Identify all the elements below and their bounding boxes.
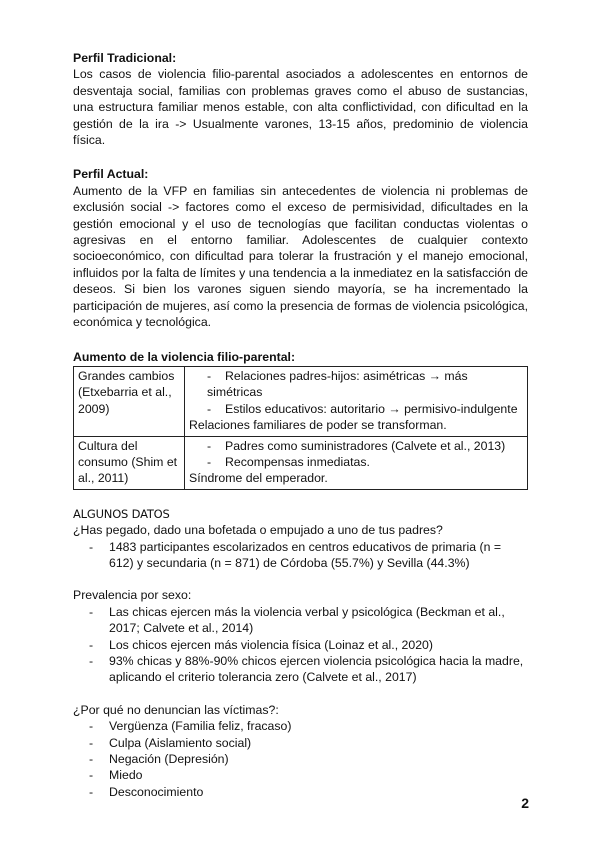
list-item: - 1483 participantes escolarizados en centros educativos de primaria (n = 612) y secundaria (n = 871) de Córdoba (55.7%) y Sevilla (44.3%): [89, 539, 502, 570]
perfil-actual-section: [73, 166, 528, 330]
list-item: - Miedo: [89, 768, 143, 783]
perfil-tradicional-text: Los casos de violencia filio-parental asociados a adolescentes en entornos de desventaja social, familias con problemas graves como el abuso de sustancias, una estructura familiar menos estable, con alta conflictividad, con dificultad en la gestión de la ira -> Usualmente varones, 13-15 años, predominio de violencia física.: [73, 67, 528, 148]
datos-list: [73, 539, 528, 572]
list-item: - Culpa (Aislamiento social): [89, 735, 252, 750]
document-page: [73, 50, 528, 800]
list-item: - Las chicas ejercen más la violencia verbal y psicológica (Beckman et al., 2017; Calvete et al., 2014): [89, 604, 505, 636]
page-number: 2: [521, 795, 529, 811]
datos-question: ¿Has pegado, dado una bofetada o empujado a uno de tus padres?: [73, 523, 443, 538]
table-row: [74, 436, 528, 489]
list-item: - Vergüenza (Familia feliz, fracaso): [89, 719, 292, 734]
table-row: [74, 366, 528, 436]
algunos-datos-heading: ALGUNOS DATOS: [73, 506, 170, 521]
denuncia-list: [73, 718, 528, 800]
table-conclusion: Relaciones familiares de poder se transforman.: [189, 418, 447, 433]
table-bullet: - Padres como suministradores (Calvete et al., 2013): [207, 438, 506, 453]
table-cell-content: [185, 436, 528, 489]
aumento-heading: Aumento de la violencia filio-parental:: [73, 349, 296, 364]
table-cell-label: Cultura del consumo (Shim et al., 2011): [74, 436, 185, 489]
perfil-tradicional-heading: Perfil Tradicional:: [73, 51, 177, 65]
list-item: - Los chicos ejercen más violencia física (Loinaz et al., 2020): [89, 637, 433, 652]
table-bullet: - Estilos educativos: autoritario → permisivo-indulgente: [207, 401, 518, 416]
prevalencia-heading: Prevalencia por sexo:: [73, 588, 192, 603]
list-item: - Desconocimiento: [89, 784, 204, 799]
perfil-actual-text: Aumento de la VFP en familias sin antecedentes de violencia ni problemas de exclusión social -> factores como el exceso de permisividad, dificultades en la gestión emocional y el uso de tecnologías que facilitan conductas violentas o agresivas en el entorno familiar. Adolescentes de cualquier contexto socioeconómico, con dificultad para tolerar la frustración y el manejo emocional, influidos por la falta de límites y una tendencia a la inmediatez en la satisfacción de deseos. Si bien los varones siguen siendo mayoría, se ha incrementado la participación de mujeres, así como la presencia de formas de violencia psicológica, económica y tecnológica.: [73, 183, 528, 330]
table-conclusion: Síndrome del emperador.: [189, 471, 328, 486]
table-bullet: - Relaciones padres-hijos: asimétricas → más simétricas: [207, 368, 468, 400]
list-item: - 93% chicas y 88%-90% chicos ejercen violencia psicológica hacia la madre, aplicando el criterio tolerancia zero (Calvete et al., 2017): [89, 654, 524, 685]
perfil-tradicional-section: [73, 50, 528, 148]
aumento-table: [73, 366, 528, 490]
table-bullet: - Recompensas inmediatas.: [207, 454, 370, 469]
prevalencia-list: [73, 604, 528, 686]
list-item: - Negación (Depresión): [89, 752, 229, 767]
table-cell-content: [185, 366, 528, 436]
perfil-actual-heading: Perfil Actual:: [73, 167, 149, 182]
table-cell-label: Grandes cambios (Etxebarria et al., 2009): [74, 366, 185, 436]
denuncia-heading: ¿Por qué no denuncian las víctimas?:: [73, 702, 279, 717]
